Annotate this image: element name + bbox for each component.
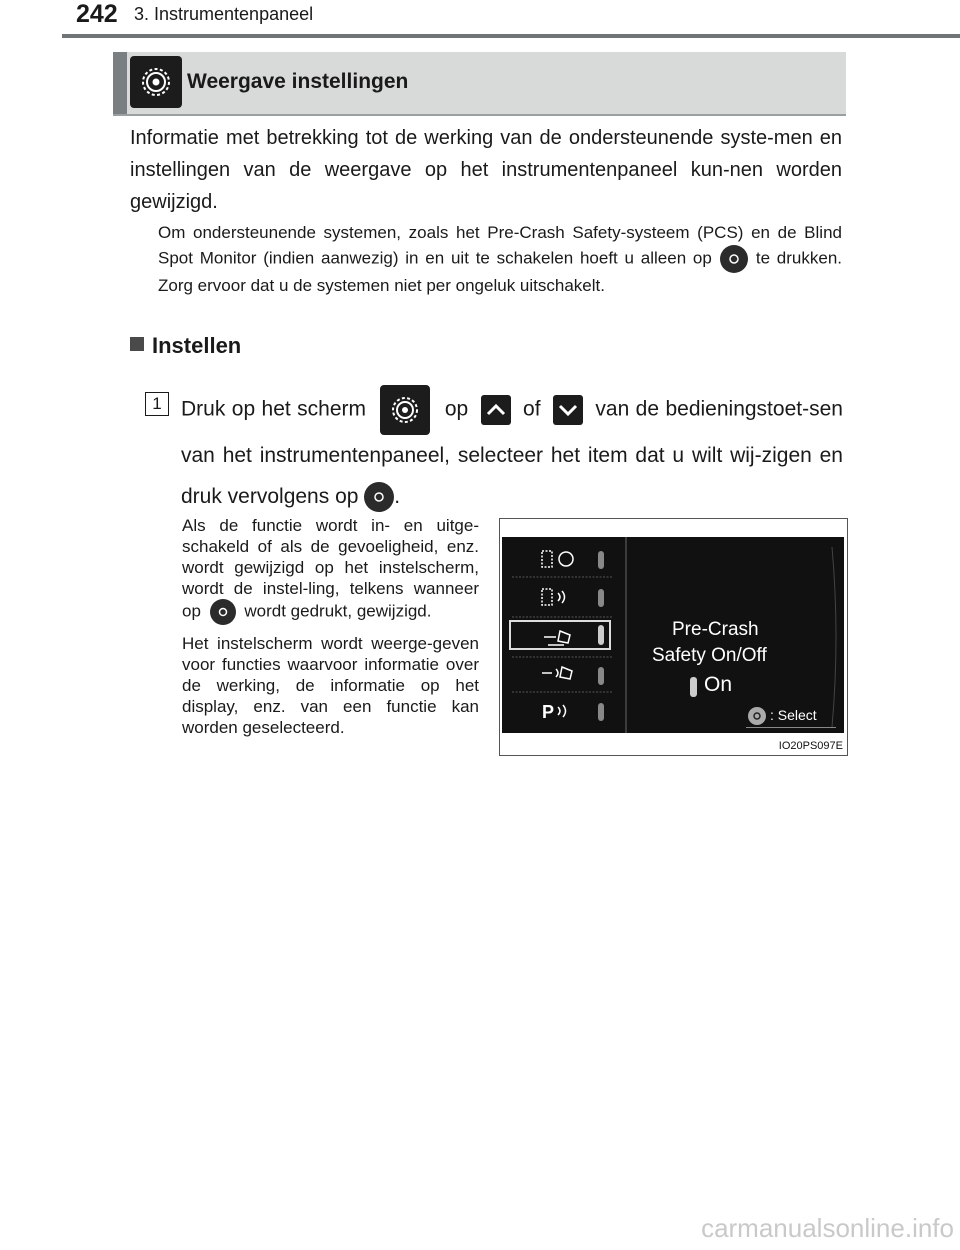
select-hint: : Select (770, 707, 817, 723)
pcs-brake-icon (538, 625, 578, 649)
ok-button-icon (210, 599, 236, 625)
subsection-title: Instellen (152, 333, 242, 358)
square-bullet-icon (130, 337, 144, 351)
setting-title-line2: Safety On/Off (652, 645, 767, 666)
watermark: carmanualsonline.info (701, 1213, 954, 1243)
step-text (181, 385, 843, 517)
section-title: Weergave instellingen (187, 70, 409, 93)
display-screen (502, 537, 844, 733)
ok-button-icon (364, 482, 394, 512)
figure-code: IO20PS097E (778, 740, 843, 752)
step-text-e: . (394, 485, 401, 508)
svg-text:P: P (542, 702, 555, 722)
step-number: 1 (145, 392, 169, 416)
subsection-heading (130, 333, 241, 359)
gear-icon (380, 385, 430, 435)
setting-value-indicator (690, 677, 697, 697)
rcta-icon (538, 661, 578, 685)
note-paragraph (158, 220, 842, 298)
page-number: 242 (76, 0, 118, 28)
step-text-b: op (444, 397, 469, 421)
detail-para1-a: Als de functie wordt in- en uitge-schakeld of als de gevoeligheid, enz. wordt gewijzigd op het instelscherm, wordt de instel-ling, telkens wanneer op (182, 516, 479, 621)
setting-value: On (704, 673, 733, 696)
detail-para1-b: wordt gedrukt, gewijzigd. (244, 601, 432, 621)
bsm-icon (538, 585, 578, 609)
select-hint-underline (746, 727, 836, 728)
header-rule (62, 34, 960, 38)
chevron-up-icon (481, 395, 511, 425)
chapter-title: 3. Instrumentenpaneel (134, 4, 314, 24)
step-text-a: Druk op het scherm (181, 397, 366, 421)
step-text-d: van de bedieningstoet-sen van het instrumentenpaneel, selecteer het item dat u wilt wij-zigen en druk vervolgens op (181, 397, 843, 508)
section-accent-bar (113, 52, 127, 114)
instrument-panel-figure (499, 518, 848, 756)
chevron-down-icon (553, 395, 583, 425)
ok-button-icon (748, 707, 766, 725)
note-text-2: te drukken. Zorg ervoor dat u de systemen niet per ongeluk uitschakelt. (158, 248, 842, 295)
pcs-warning-icon (538, 547, 578, 571)
ok-button-icon (720, 245, 748, 273)
detail-text (182, 515, 479, 746)
detail-para2: Het instelscherm wordt weerge-geven voor functies waarvoor informatie over de werking, de informatie op het display, enz. van een functie kan worden geselecteerd. (182, 634, 479, 737)
section-header (113, 52, 846, 116)
setting-title-line1: Pre-Crash (672, 619, 759, 640)
parking-sensor-icon (538, 699, 578, 723)
intro-paragraph: Informatie met betrekking tot de werking van de ondersteunende syste-men en instellingen van de weergave op het instrumentenpaneel kun-nen worden gewijzigd. (130, 127, 842, 213)
step-text-c: of (523, 397, 541, 421)
gear-icon (130, 56, 182, 108)
note-text-1: Om ondersteunende systemen, zoals het Pre-Crash Safety-systeem (PCS) en de Blind Spot Monitor (indien aanwezig) in en uit te schakelen hoeft u alleen op (158, 223, 842, 268)
